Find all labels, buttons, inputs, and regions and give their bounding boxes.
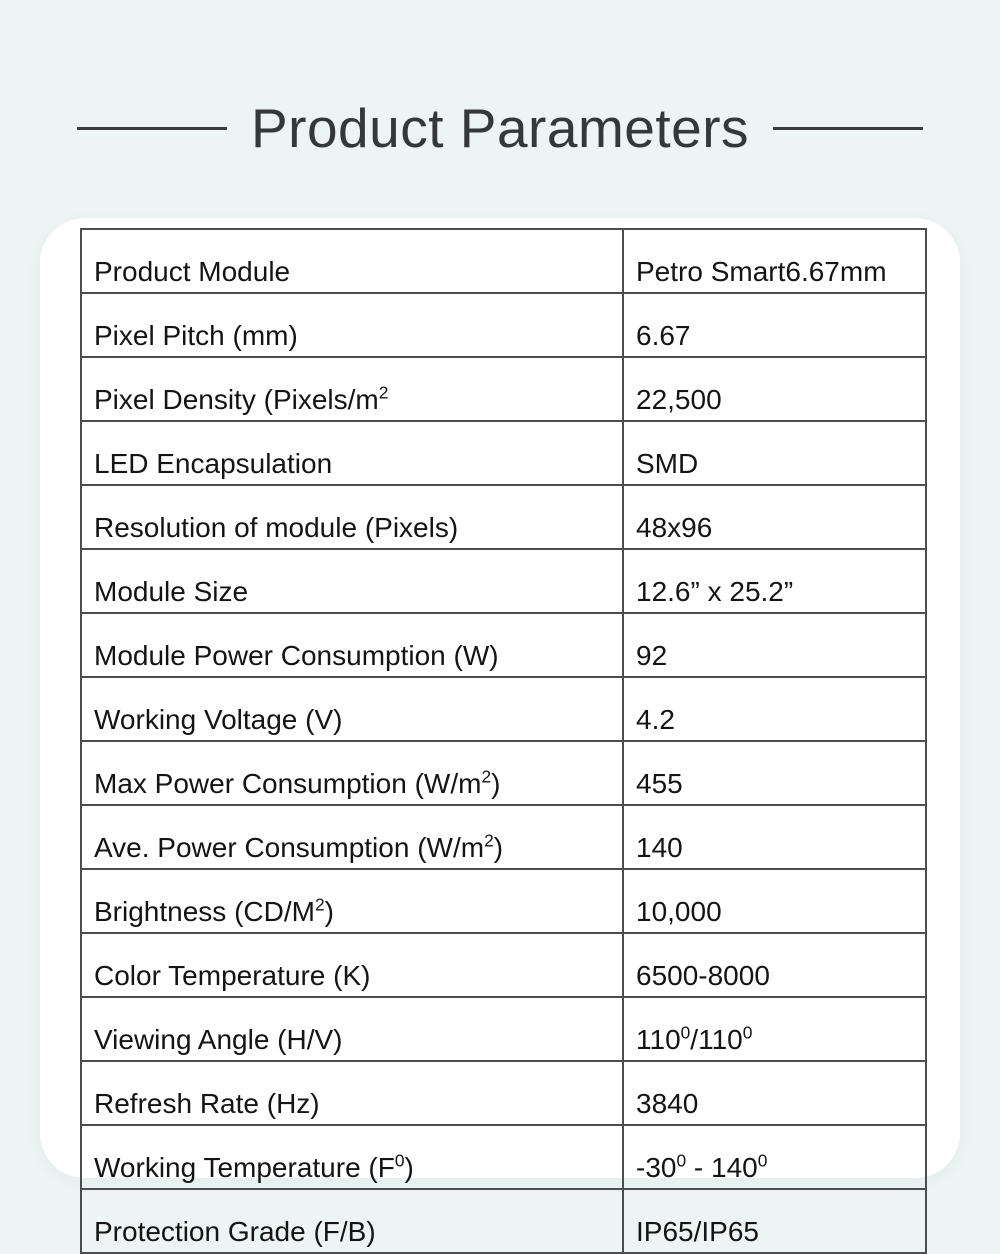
param-value-cell: 6.67 <box>623 293 926 357</box>
param-label-cell: Color Temperature (K) <box>81 933 623 997</box>
param-label-cell: Working Voltage (V) <box>81 677 623 741</box>
param-label-cell: Pixel Pitch (mm) <box>81 293 623 357</box>
table-row <box>81 997 926 1061</box>
table-row <box>81 1189 926 1253</box>
page-title: Product Parameters <box>250 97 750 159</box>
param-value-cell: 6500-8000 <box>623 933 926 997</box>
table-body <box>81 229 926 1253</box>
param-label-cell: Resolution of module (Pixels) <box>81 485 623 549</box>
param-label-cell: Viewing Angle (H/V) <box>81 997 623 1061</box>
param-value-cell: 4.2 <box>623 677 926 741</box>
param-label-cell: Pixel Density ($Pixels/m^2$ <box>81 357 623 421</box>
param-value-cell: Petro Smart6.67mm <box>623 229 926 293</box>
param-value-cell: 10,000 <box>623 869 926 933</box>
table-row <box>81 293 926 357</box>
param-value-cell: 140 <box>623 805 926 869</box>
table-row <box>81 805 926 869</box>
param-label-cell: Working Temperature $(F^0)$ <box>81 1125 623 1189</box>
table-row <box>81 1125 926 1189</box>
param-value-cell: 48x96 <box>623 485 926 549</box>
parameters-card <box>40 218 960 1247</box>
table-row <box>81 613 926 677</box>
param-value-cell: $-30^0 - 140^0$ <box>623 1125 926 1189</box>
param-label-cell: Ave. Power Consumption $(W/m^2)$ <box>81 805 623 869</box>
param-value-cell: $110^0/110^0$ <box>623 997 926 1061</box>
param-value-cell: SMD <box>623 421 926 485</box>
param-label-cell: Protection Grade (F/B) <box>81 1189 623 1253</box>
table-row <box>81 229 926 293</box>
param-label-cell: Module Size <box>81 549 623 613</box>
title-line-left <box>77 127 227 130</box>
title-section <box>0 0 1000 160</box>
param-label-cell: Product Module <box>81 229 623 293</box>
table-row <box>81 869 926 933</box>
param-value-cell: 92 <box>623 613 926 677</box>
param-value-cell: 3840 <box>623 1061 926 1125</box>
table-row <box>81 357 926 421</box>
table-row <box>81 549 926 613</box>
table-row <box>81 933 926 997</box>
table-row <box>81 677 926 741</box>
param-value-cell: 22,500 <box>623 357 926 421</box>
parameters-table <box>80 228 927 1254</box>
title-line-right <box>773 127 923 130</box>
table-row <box>81 741 926 805</box>
table-row <box>81 485 926 549</box>
param-value-cell: 12.6” x 25.2” <box>623 549 926 613</box>
param-value-cell: IP65/IP65 <box>623 1189 926 1253</box>
param-value-cell: 455 <box>623 741 926 805</box>
param-label-cell: Refresh Rate (Hz) <box>81 1061 623 1125</box>
param-label-cell: Brightness $(CD/M^2)$ <box>81 869 623 933</box>
param-label-cell: Max Power Consumption $(W/m^2)$ <box>81 741 623 805</box>
param-label-cell: LED Encapsulation <box>81 421 623 485</box>
table-row <box>81 1061 926 1125</box>
table-row <box>81 421 926 485</box>
param-label-cell: Module Power Consumption (W) <box>81 613 623 677</box>
